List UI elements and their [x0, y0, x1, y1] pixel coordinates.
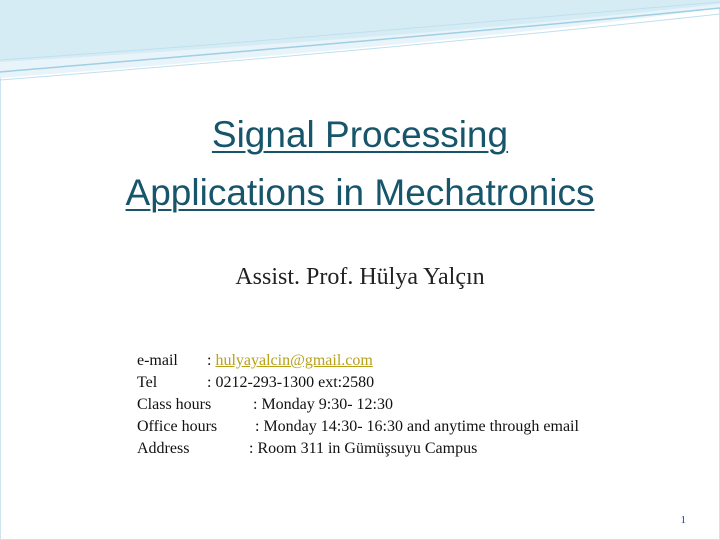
- contact-label: Office hours: [137, 418, 218, 435]
- title-line-2: Applications in Mechatronics: [125, 172, 595, 213]
- contact-value: : Monday 14:30- 16:30 and anytime through email: [255, 418, 579, 435]
- contact-value: : 0212-293-1300 ext:2580: [207, 374, 375, 391]
- title-line-1: Signal Processing: [211, 114, 509, 155]
- contact-value: : Room 311 in Gümüşsuyu Campus: [249, 440, 478, 457]
- author-name: Assist. Prof. Hülya Yalçın: [235, 264, 485, 290]
- contact-value: : Monday 9:30- 12:30: [253, 396, 393, 413]
- contact-label: Address: [137, 440, 190, 457]
- contact-label: Tel: [137, 374, 158, 391]
- slide-title: [40, 106, 680, 222]
- page-number: 1: [680, 514, 686, 526]
- email-link[interactable]: hulyayalcin@gmail.com: [215, 352, 373, 369]
- contact-label: e-mail: [137, 352, 178, 369]
- header-wave-decoration: [0, 0, 720, 90]
- contact-label: Class hours: [137, 396, 212, 413]
- email-value: : hulyayalcin@gmail.com: [207, 352, 373, 369]
